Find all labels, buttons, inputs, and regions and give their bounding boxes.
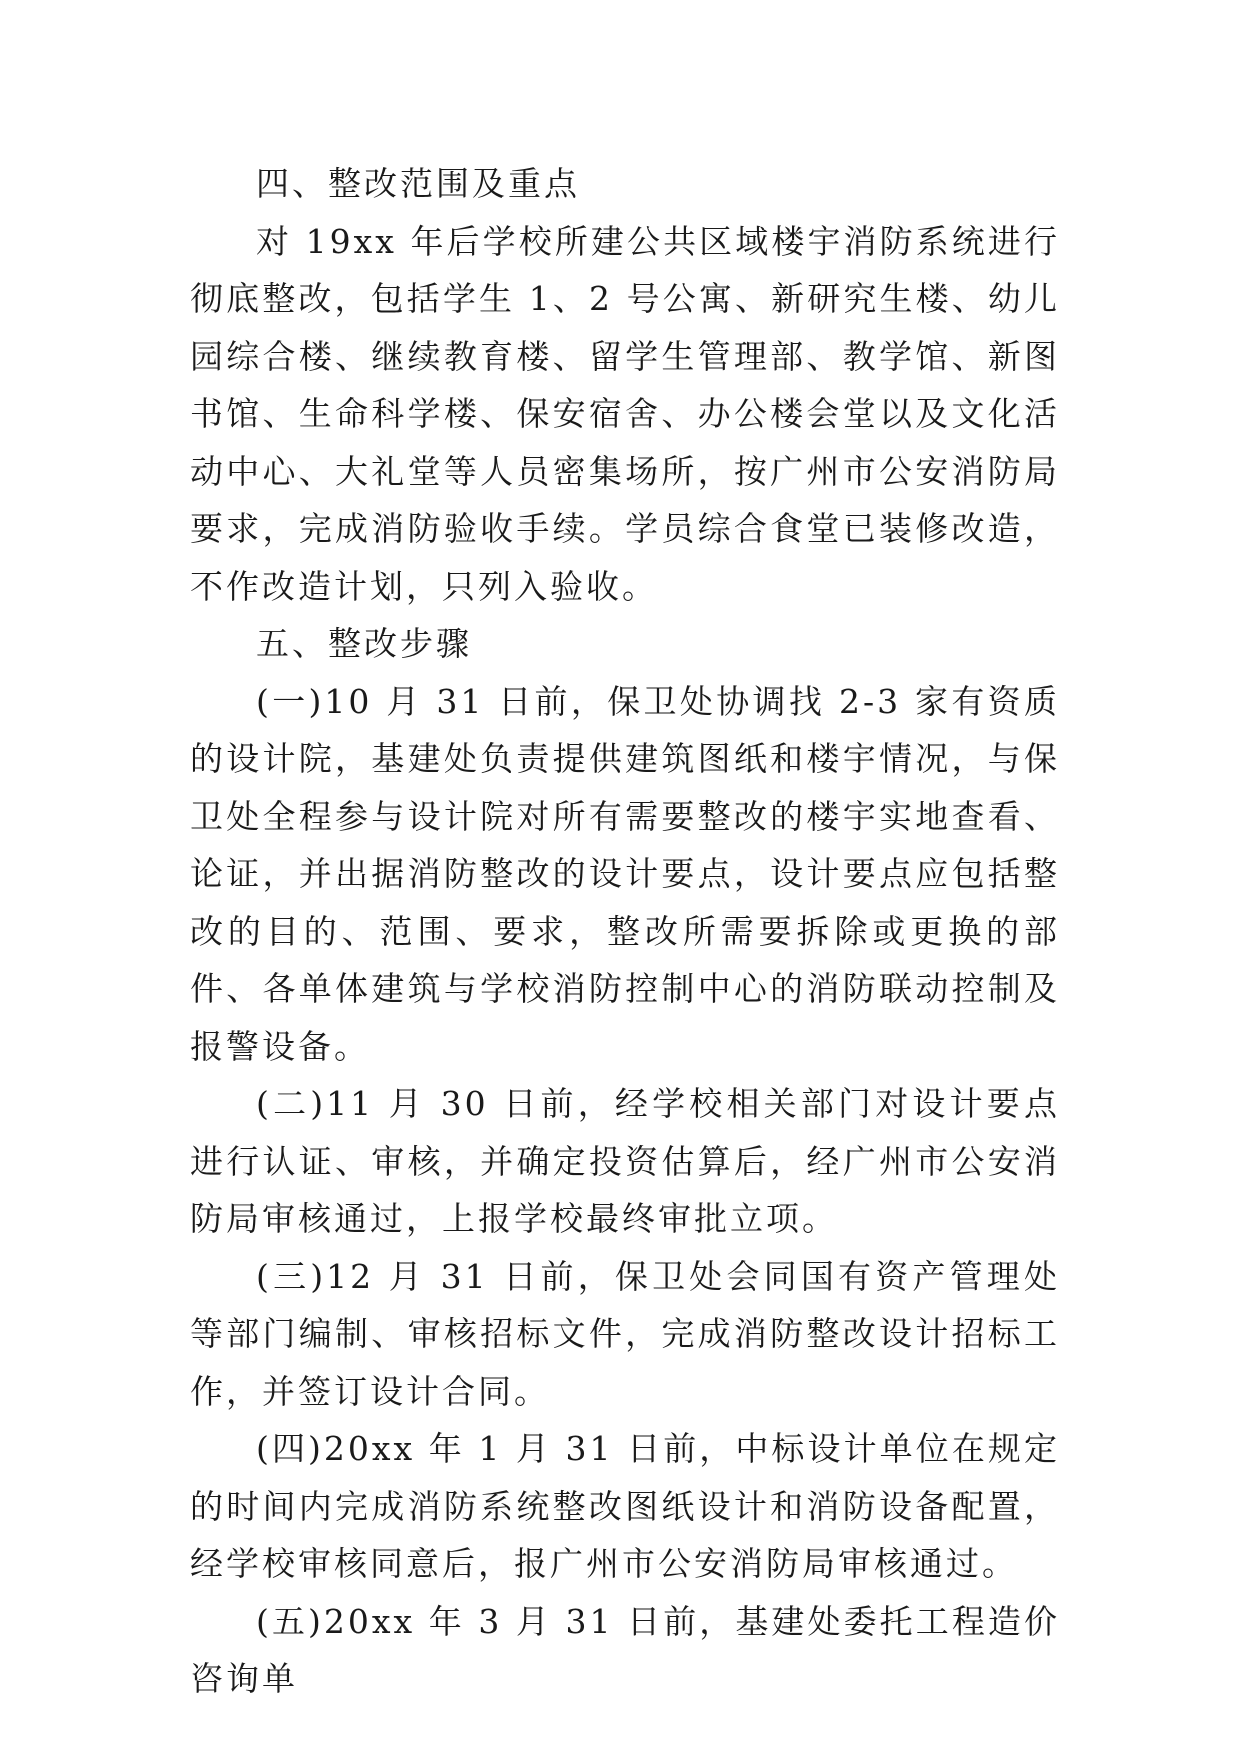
section-heading-steps: 五、整改步骤	[256, 624, 472, 663]
paragraph-step-3: (三)12 月 31 日前，保卫处会同国有资产管理处等部门编制、审核招标文件，完成消防整改设计招标工作，并签订设计合同。	[190, 1256, 1060, 1411]
paragraph-step-4: (四)20xx 年 1 月 31 日前，中标设计单位在规定的时间内完成消防系统整改图纸设计和消防设备配置，经学校审核同意后，报广州市公安消防局审核通过。	[190, 1429, 1060, 1583]
paragraph-scope-description: 对 19xx 年后学校所建公共区域楼宇消防系统进行彻底整改，包括学生 1、2 号公寓、新研究生楼、幼儿园综合楼、继续教育楼、留学生管理部、教学馆、新图书馆、生命科学楼、保安宿舍、办公楼会堂以及文化活动中心、大礼堂等人员密集场所，按广州市公安消防局要求，完成消防验收手续。学员综合食堂已装修改造，不作改造计划，只列入验收。	[190, 221, 1060, 606]
paragraph-step-1: (一)10 月 31 日前，保卫处协调找 2-3 家有资质的设计院，基建处负责提供建筑图纸和楼宇情况，与保卫处全程参与设计院对所有需要整改的楼宇实地查看、论证，并出据消防整改的设计要点，设计要点应包括整改的目的、范围、要求，整改所需要拆除或更换的部件、各单体建筑与学校消防控制中心的消防联动控制及报警设备。	[190, 681, 1060, 1066]
section-heading-scope: 四、整改范围及重点	[256, 164, 580, 203]
document-body	[190, 155, 1060, 1708]
paragraph-step-5: (五)20xx 年 3 月 31 日前，基建处委托工程造价咨询单	[190, 1601, 1060, 1698]
paragraph-step-2: (二)11 月 30 日前，经学校相关部门对设计要点进行认证、审核，并确定投资估算后，经广州市公安消防局审核通过，上报学校最终审批立项。	[190, 1084, 1060, 1238]
